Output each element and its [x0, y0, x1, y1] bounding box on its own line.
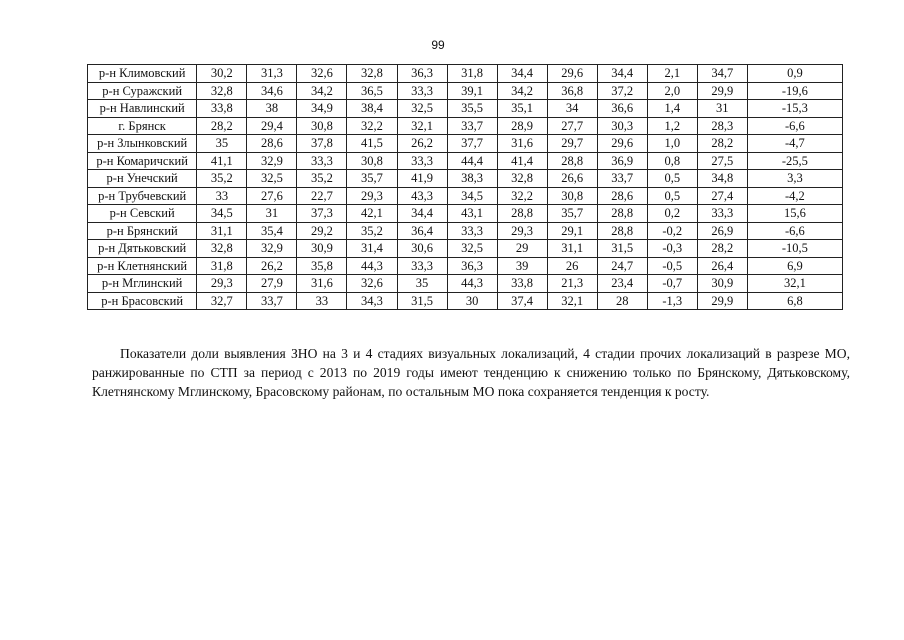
value-cell: 35,2	[347, 222, 397, 240]
table-row	[88, 135, 843, 153]
table-row	[88, 187, 843, 205]
value-cell: 35,5	[447, 100, 497, 118]
value-cell: 24,7	[597, 257, 647, 275]
value-cell: 44,3	[447, 275, 497, 293]
value-cell: 33,3	[397, 152, 447, 170]
value-cell: 30,8	[297, 117, 347, 135]
value-cell: 41,5	[347, 135, 397, 153]
value-cell: 34,5	[197, 205, 247, 223]
value-cell: 29,3	[347, 187, 397, 205]
value-cell: 29,7	[547, 135, 597, 153]
value-cell: 29,9	[697, 292, 747, 310]
value-cell: 37,3	[297, 205, 347, 223]
table-row	[88, 292, 843, 310]
value-cell: 31	[247, 205, 297, 223]
region-name-cell: р-н Трубчевский	[88, 187, 197, 205]
value-cell: 22,7	[297, 187, 347, 205]
value-cell: 26,2	[247, 257, 297, 275]
value-cell: 31,3	[247, 65, 297, 83]
value-cell: 2,0	[647, 82, 697, 100]
value-cell: 31,1	[197, 222, 247, 240]
value-cell: 37,4	[497, 292, 547, 310]
value-cell: 37,8	[297, 135, 347, 153]
value-cell: 35	[197, 135, 247, 153]
value-cell: 34,4	[497, 65, 547, 83]
value-cell: 37,2	[597, 82, 647, 100]
value-cell: 28,3	[697, 117, 747, 135]
region-name-cell: р-н Брасовский	[88, 292, 197, 310]
value-cell: 26	[547, 257, 597, 275]
value-cell: 33,8	[197, 100, 247, 118]
region-name-cell: р-н Злынковский	[88, 135, 197, 153]
value-cell: 28,8	[547, 152, 597, 170]
value-cell: -10,5	[747, 240, 842, 258]
value-cell: 32,1	[547, 292, 597, 310]
region-name-cell: р-н Клетнянский	[88, 257, 197, 275]
value-cell: -15,3	[747, 100, 842, 118]
value-cell: 29,2	[297, 222, 347, 240]
value-cell: 31,4	[347, 240, 397, 258]
region-name-cell: р-н Климовский	[88, 65, 197, 83]
value-cell: 34,4	[597, 65, 647, 83]
value-cell: 33,8	[497, 275, 547, 293]
value-cell: 35,7	[547, 205, 597, 223]
page-number: 99	[431, 38, 445, 52]
value-cell: 36,8	[547, 82, 597, 100]
value-cell: 28,8	[597, 205, 647, 223]
table-row	[88, 117, 843, 135]
value-cell: 23,4	[597, 275, 647, 293]
value-cell: -1,3	[647, 292, 697, 310]
value-cell: 6,9	[747, 257, 842, 275]
table-row	[88, 205, 843, 223]
value-cell: -4,2	[747, 187, 842, 205]
value-cell: 28,6	[247, 135, 297, 153]
value-cell: 38	[247, 100, 297, 118]
value-cell: 32,6	[347, 275, 397, 293]
table-row	[88, 170, 843, 188]
value-cell: 29,4	[247, 117, 297, 135]
value-cell: 36,4	[397, 222, 447, 240]
value-cell: 27,6	[247, 187, 297, 205]
value-cell: 33,3	[397, 82, 447, 100]
value-cell: 34,2	[497, 82, 547, 100]
value-cell: 35,1	[497, 100, 547, 118]
value-cell: -0,3	[647, 240, 697, 258]
body-paragraph: Показатели доли выявления ЗНО на 3 и 4 стадиях визуальных локализаций, 4 стадии прочих локализаций в разрезе МО, ранжированные по СТП за период с 2013 по 2019 годы имеют тенденцию к снижению только по Брянскому, Дятьковскому, Клетнянскому Мглинскому, Брасовскому районам, по остальным МО пока сохраняется тенденция к росту.	[92, 345, 850, 399]
value-cell: 21,3	[547, 275, 597, 293]
value-cell: -6,6	[747, 117, 842, 135]
value-cell: 29	[497, 240, 547, 258]
value-cell: 33,7	[597, 170, 647, 188]
value-cell: -25,5	[747, 152, 842, 170]
value-cell: 34,9	[297, 100, 347, 118]
value-cell: 36,6	[597, 100, 647, 118]
value-cell: 33,3	[397, 257, 447, 275]
value-cell: 33	[297, 292, 347, 310]
value-cell: 0,2	[647, 205, 697, 223]
value-cell: 36,5	[347, 82, 397, 100]
value-cell: 1,0	[647, 135, 697, 153]
value-cell: 28,9	[497, 117, 547, 135]
value-cell: 32,8	[497, 170, 547, 188]
value-cell: 15,6	[747, 205, 842, 223]
region-name-cell: р-н Севский	[88, 205, 197, 223]
table-row	[88, 275, 843, 293]
value-cell: 39,1	[447, 82, 497, 100]
value-cell: 0,5	[647, 170, 697, 188]
value-cell: 38,3	[447, 170, 497, 188]
table-row	[88, 82, 843, 100]
value-cell: 32,1	[397, 117, 447, 135]
region-name-cell: р-н Дятьковский	[88, 240, 197, 258]
value-cell: 35,7	[347, 170, 397, 188]
value-cell: 35,4	[247, 222, 297, 240]
value-cell: 34,4	[397, 205, 447, 223]
value-cell: 30,8	[347, 152, 397, 170]
value-cell: 32,8	[197, 240, 247, 258]
value-cell: 28,2	[197, 117, 247, 135]
value-cell: 42,1	[347, 205, 397, 223]
value-cell: 33,3	[697, 205, 747, 223]
value-cell: 32,9	[247, 152, 297, 170]
value-cell: 37,7	[447, 135, 497, 153]
value-cell: 29,3	[197, 275, 247, 293]
value-cell: 29,1	[547, 222, 597, 240]
value-cell: 30,6	[397, 240, 447, 258]
value-cell: -0,2	[647, 222, 697, 240]
value-cell: 36,3	[447, 257, 497, 275]
value-cell: 44,3	[347, 257, 397, 275]
value-cell: 2,1	[647, 65, 697, 83]
value-cell: 31,8	[197, 257, 247, 275]
value-cell: 1,2	[647, 117, 697, 135]
value-cell: 0,5	[647, 187, 697, 205]
value-cell: 30	[447, 292, 497, 310]
value-cell: 32,8	[197, 82, 247, 100]
table-row	[88, 100, 843, 118]
region-name-cell: р-н Брянский	[88, 222, 197, 240]
value-cell: -6,6	[747, 222, 842, 240]
value-cell: 35	[397, 275, 447, 293]
value-cell: 33	[197, 187, 247, 205]
value-cell: 36,3	[397, 65, 447, 83]
value-cell: 29,6	[597, 135, 647, 153]
region-name-cell: р-н Комаричский	[88, 152, 197, 170]
value-cell: 39	[497, 257, 547, 275]
value-cell: 29,6	[547, 65, 597, 83]
value-cell: -0,7	[647, 275, 697, 293]
value-cell: 30,3	[597, 117, 647, 135]
value-cell: 29,9	[697, 82, 747, 100]
value-cell: 28,2	[697, 135, 747, 153]
value-cell: 34	[547, 100, 597, 118]
value-cell: 36,9	[597, 152, 647, 170]
value-cell: 33,3	[447, 222, 497, 240]
region-name-cell: р-н Навлинский	[88, 100, 197, 118]
value-cell: 31	[697, 100, 747, 118]
table-row	[88, 240, 843, 258]
value-cell: 43,3	[397, 187, 447, 205]
value-cell: 27,9	[247, 275, 297, 293]
value-cell: 32,6	[297, 65, 347, 83]
value-cell: 41,1	[197, 152, 247, 170]
value-cell: 27,4	[697, 187, 747, 205]
region-name-cell: р-н Суражский	[88, 82, 197, 100]
value-cell: 26,6	[547, 170, 597, 188]
table-row	[88, 222, 843, 240]
value-cell: 26,4	[697, 257, 747, 275]
region-name-cell: р-н Унечский	[88, 170, 197, 188]
data-table	[87, 64, 843, 310]
value-cell: 34,8	[697, 170, 747, 188]
value-cell: 28	[597, 292, 647, 310]
value-cell: 30,8	[547, 187, 597, 205]
value-cell: 3,3	[747, 170, 842, 188]
value-cell: 32,9	[247, 240, 297, 258]
value-cell: 41,9	[397, 170, 447, 188]
value-cell: 35,2	[297, 170, 347, 188]
value-cell: 27,5	[697, 152, 747, 170]
value-cell: 44,4	[447, 152, 497, 170]
value-cell: 32,5	[247, 170, 297, 188]
value-cell: 0,8	[647, 152, 697, 170]
value-cell: 34,2	[297, 82, 347, 100]
value-cell: 34,7	[697, 65, 747, 83]
value-cell: 34,3	[347, 292, 397, 310]
table-row	[88, 65, 843, 83]
value-cell: 35,2	[197, 170, 247, 188]
value-cell: 41,4	[497, 152, 547, 170]
value-cell: 32,2	[497, 187, 547, 205]
table-row	[88, 152, 843, 170]
table-row	[88, 257, 843, 275]
value-cell: 31,5	[597, 240, 647, 258]
value-cell: 26,9	[697, 222, 747, 240]
value-cell: 26,2	[397, 135, 447, 153]
value-cell: -0,5	[647, 257, 697, 275]
table-body	[88, 65, 843, 310]
value-cell: 34,6	[247, 82, 297, 100]
value-cell: 30,2	[197, 65, 247, 83]
value-cell: 28,8	[597, 222, 647, 240]
value-cell: -19,6	[747, 82, 842, 100]
value-cell: 38,4	[347, 100, 397, 118]
value-cell: 31,6	[297, 275, 347, 293]
value-cell: 28,2	[697, 240, 747, 258]
value-cell: 43,1	[447, 205, 497, 223]
value-cell: 31,5	[397, 292, 447, 310]
value-cell: 27,7	[547, 117, 597, 135]
value-cell: 34,5	[447, 187, 497, 205]
region-name-cell: р-н Мглинский	[88, 275, 197, 293]
value-cell: 31,1	[547, 240, 597, 258]
value-cell: 32,5	[447, 240, 497, 258]
value-cell: 33,7	[447, 117, 497, 135]
value-cell: 32,8	[347, 65, 397, 83]
value-cell: 29,3	[497, 222, 547, 240]
value-cell: 31,8	[447, 65, 497, 83]
value-cell: 32,1	[747, 275, 842, 293]
value-cell: 28,8	[497, 205, 547, 223]
value-cell: 32,5	[397, 100, 447, 118]
value-cell: 0,9	[747, 65, 842, 83]
value-cell: 35,8	[297, 257, 347, 275]
value-cell: 33,7	[247, 292, 297, 310]
value-cell: 32,2	[347, 117, 397, 135]
value-cell: -4,7	[747, 135, 842, 153]
value-cell: 32,7	[197, 292, 247, 310]
region-name-cell: г. Брянск	[88, 117, 197, 135]
value-cell: 1,4	[647, 100, 697, 118]
value-cell: 31,6	[497, 135, 547, 153]
value-cell: 30,9	[297, 240, 347, 258]
value-cell: 28,6	[597, 187, 647, 205]
value-cell: 33,3	[297, 152, 347, 170]
value-cell: 6,8	[747, 292, 842, 310]
value-cell: 30,9	[697, 275, 747, 293]
